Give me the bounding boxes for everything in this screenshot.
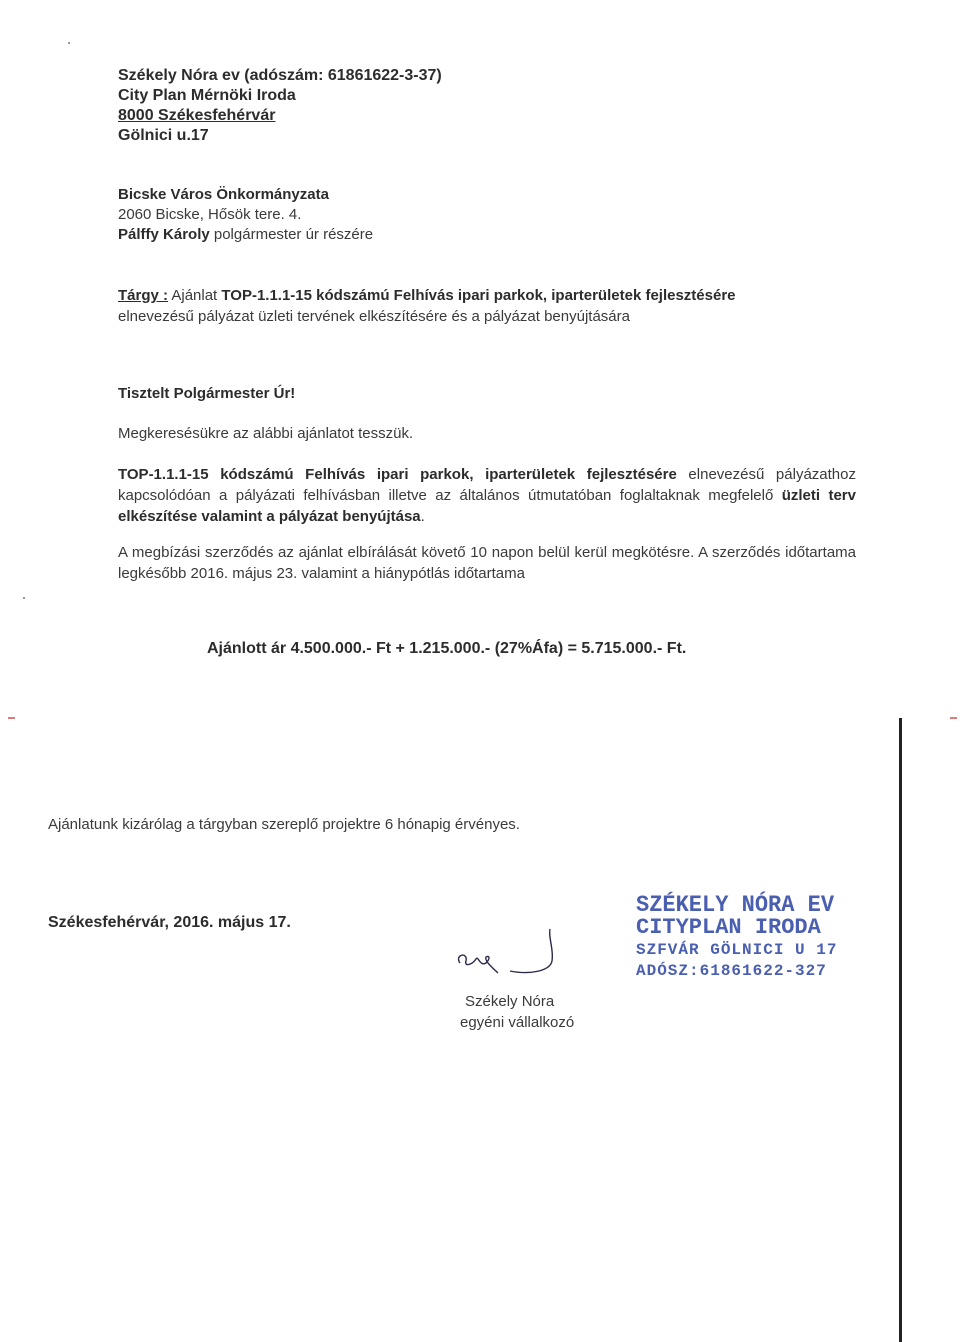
subject-bold: TOP-1.1.1-15 kódszámú Felhívás ipari parkok, iparterületek fejlesztésére — [221, 287, 736, 304]
para1-bold-1: TOP-1.1.1-15 kódszámú Felhívás ipari parkok, iparterületek fejlesztésére — [118, 466, 677, 483]
fold-mark-right — [950, 717, 957, 719]
validity-text: Ajánlatunk kizárólag a tárgyban szereplő projektre 6 hónapig érvényes. — [48, 816, 520, 833]
offered-price: Ajánlott ár 4.500.000.- Ft + 1.215.000.- (27%Áfa) = 5.715.000.- Ft. — [207, 640, 687, 657]
scan-speck — [68, 42, 70, 44]
recipient-org: Bicske Város Önkormányzata — [118, 186, 329, 203]
intro-text: Megkeresésükre az alábbi ajánlatot tesszük. — [118, 425, 414, 442]
paragraph-offer — [118, 464, 856, 527]
recipient-attn — [118, 225, 373, 245]
sender-office: City Plan Mérnöki Iroda — [118, 87, 296, 104]
sender-city: 8000 Székesfehérvár — [118, 107, 276, 124]
stamp-line-4: ADÓSZ:61861622-327 — [636, 962, 827, 980]
sender-name: Székely Nóra ev (adószám: 61861622-3-37) — [118, 67, 442, 84]
handwritten-signature — [450, 925, 570, 985]
recipient-block — [118, 185, 373, 245]
stamp-line-1: SZÉKELY NÓRA EV — [636, 891, 835, 919]
company-stamp — [636, 893, 836, 981]
punch-mark — [23, 597, 25, 599]
fold-mark-left — [8, 717, 15, 719]
sender-block — [118, 66, 442, 146]
greeting: Tisztelt Polgármester Úr! — [118, 385, 296, 402]
scan-edge-line — [899, 718, 902, 1342]
sender-street: Gölnici u.17 — [118, 127, 209, 144]
paragraph-contract: A megbízási szerződés az ajánlat elbírálását követő 10 napon belül kerül megkötésre. A szerződés időtartama legkésőbb 2016. május 23. valamint a hiánypótlás időtartama — [118, 544, 856, 582]
signatory-role: egyéni vállalkozó — [460, 1014, 575, 1031]
subject-label: Tárgy : — [118, 287, 169, 304]
recipient-name: Pálffy Károly — [118, 226, 210, 243]
subject-block — [118, 285, 736, 327]
para1-text-1: elnevezésű pályázathoz kapcsolódóan a pályázati felhívásban illetve az általános útmutatóban foglaltaknak megfelelő — [118, 466, 856, 504]
place-date: Székesfehérvár, 2016. május 17. — [48, 914, 291, 931]
recipient-address: 2060 Bicske, Hősök tere. 4. — [118, 206, 302, 223]
stamp-line-2: CITYPLAN IRODA — [636, 915, 821, 940]
para1-bold-2: üzleti terv elkészítése valamint a pályázat benyújtása — [118, 487, 856, 525]
subject-prefix: Ajánlat — [168, 287, 222, 304]
signatory-name: Székely Nóra — [465, 993, 555, 1010]
subject-line-2: elnevezésű pályázat üzleti tervének elkészítésére és a pályázat benyújtására — [118, 308, 630, 325]
subject-line-1 — [118, 285, 736, 306]
recipient-name-suffix: polgármester úr részére — [209, 226, 374, 243]
stamp-line-3: SZFVÁR GÖLNICI U 17 — [636, 941, 838, 959]
para1-text-2: . — [420, 508, 425, 525]
